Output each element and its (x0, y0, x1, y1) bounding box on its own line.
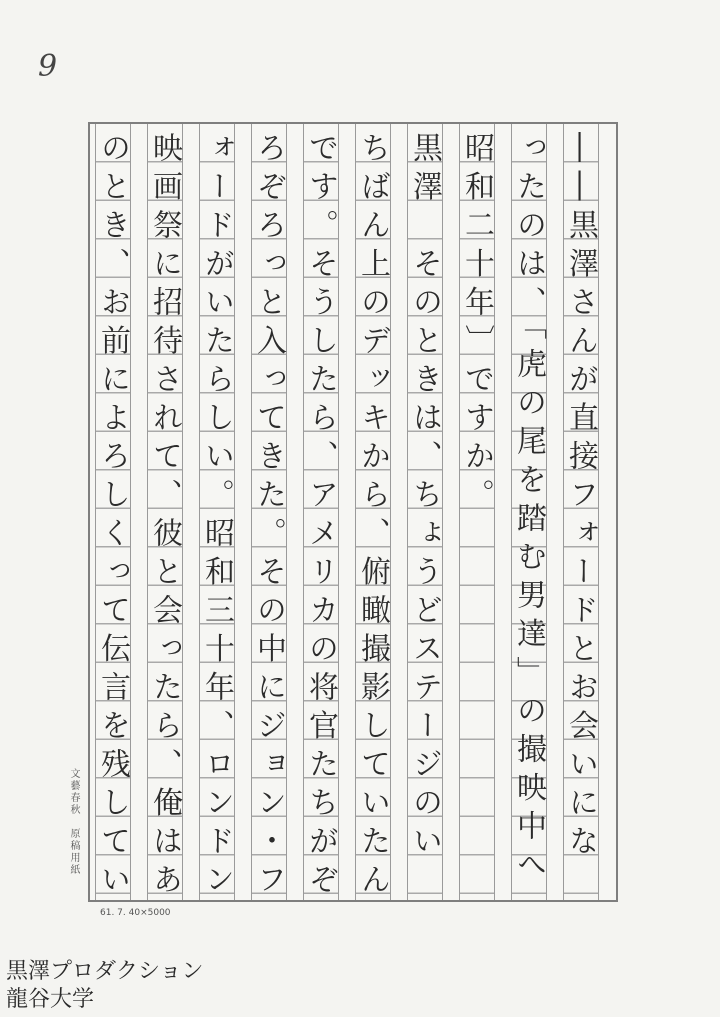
watermark (6, 958, 204, 1014)
manuscript-column-10 (95, 124, 131, 900)
column-text: 映画祭に招待されて、彼と会ったら、俺はあ (147, 132, 182, 902)
manuscript-column-9 (147, 124, 183, 900)
watermark-line-1: 黒澤プロダクション (6, 959, 204, 984)
manuscript-column-1 (563, 124, 599, 900)
manuscript-grid (88, 122, 618, 902)
form-code: 61. 7. 40×5000 (100, 908, 171, 918)
manuscript-column-5 (355, 124, 391, 900)
manuscript-column-4 (407, 124, 443, 900)
column-text: のとき、お前によろしくって伝言を残してい (95, 132, 130, 902)
manuscript-column-6 (303, 124, 339, 900)
manuscript-column-7 (251, 124, 287, 900)
column-text: ――黒澤さんが直接フォードとお会いにな (563, 132, 598, 864)
column-text: 黒澤 そのときは、ちょうどステージのい (407, 132, 442, 864)
column-text: ったのは、「虎の尾を踏む男達」の撮映中へ (511, 132, 546, 887)
column-text: です。そうしたら、アメリカの将官たちがぞ (303, 132, 338, 902)
column-text: 昭和二十年〕ですか。 (459, 132, 494, 517)
watermark-line-2: 龍谷大学 (6, 987, 95, 1012)
manuscript-column-3 (459, 124, 495, 900)
page-number: 9 (38, 49, 58, 84)
column-text: ォードがいたらしい。昭和三十年、ロンドン (199, 132, 234, 902)
column-text: ちばん上のデッキから、俯瞰撮影していたん (355, 132, 390, 902)
manuscript-column-2 (511, 124, 547, 900)
column-text: ろぞろっと入ってきた。その中にジョン・フ (251, 132, 286, 902)
manuscript-paper-label: 文藝春秋 原稿用紙 (68, 768, 79, 876)
manuscript-column-8 (199, 124, 235, 900)
